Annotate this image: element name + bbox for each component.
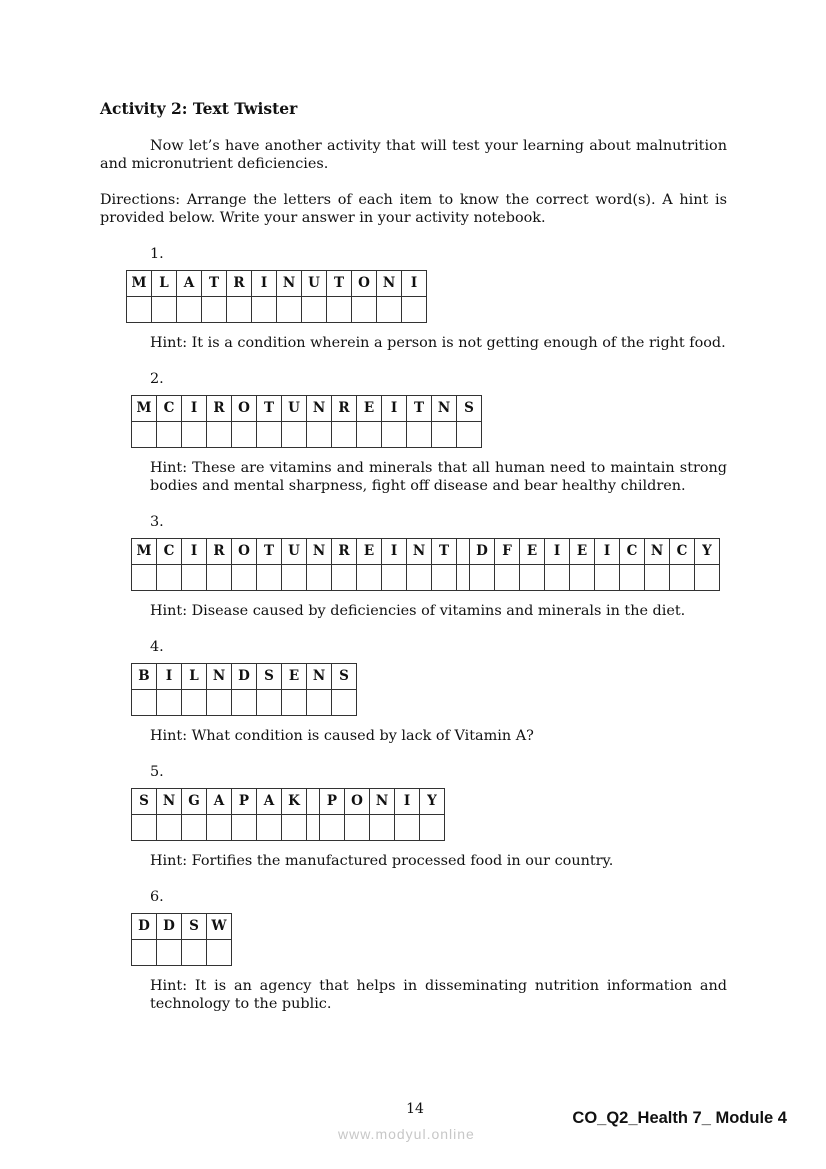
answer-cell: [382, 422, 407, 448]
answer-cell: [457, 422, 482, 448]
answer-cell: [232, 815, 257, 841]
letter-cell: U: [282, 396, 307, 422]
answer-cell: [127, 297, 152, 323]
answer-cell: [132, 815, 157, 841]
letter-cell: B: [132, 664, 157, 690]
letter-cell: F: [495, 539, 520, 565]
letter-cell: [307, 789, 320, 815]
hint-text: Hint: Disease caused by deficiencies of vitamins and minerals in the diet.: [150, 603, 686, 619]
answer-cell: [207, 815, 232, 841]
answer-cell: [670, 565, 695, 591]
answer-cell: [382, 565, 407, 591]
letter-row: [132, 396, 482, 422]
answer-cell: [207, 422, 232, 448]
answer-cell: [227, 297, 252, 323]
letter-cell: I: [157, 664, 182, 690]
answer-cell: [357, 565, 382, 591]
hint-text: Hint: It is an agency that helps in disseminating nutrition information and technology to the public.: [150, 978, 727, 1012]
answer-cell: [132, 565, 157, 591]
letter-cell: M: [127, 271, 152, 297]
letter-cell: C: [157, 396, 182, 422]
letter-cell: I: [252, 271, 277, 297]
letter-cell: E: [282, 664, 307, 690]
letter-cell: K: [282, 789, 307, 815]
letter-cell: I: [382, 396, 407, 422]
answer-cell: [370, 815, 395, 841]
answer-cell: [645, 565, 670, 591]
letter-cell: T: [407, 396, 432, 422]
answer-row: [132, 565, 720, 591]
letter-cell: O: [232, 539, 257, 565]
answer-cell: [432, 422, 457, 448]
answer-cell: [432, 565, 457, 591]
letter-cell: D: [232, 664, 257, 690]
answer-cell: [257, 690, 282, 716]
letter-cell: N: [307, 539, 332, 565]
answer-cell: [282, 690, 307, 716]
answer-cell: [327, 297, 352, 323]
answer-cell: [395, 815, 420, 841]
page-number: 14: [406, 1101, 424, 1117]
directions-paragraph: Directions: Arrange the letters of each item to know the correct word(s). A hint is provided below. Write your answer in your activity notebook.: [100, 192, 727, 226]
answer-cell: [257, 422, 282, 448]
item-number: 2.: [150, 371, 164, 387]
letter-cell: D: [470, 539, 495, 565]
letter-cell: P: [232, 789, 257, 815]
answer-cell: [402, 297, 427, 323]
answer-cell: [232, 422, 257, 448]
letter-row: [132, 539, 720, 565]
scrambled-letter-grid-3: [131, 538, 720, 591]
watermark: www.modyul.online: [338, 1126, 475, 1142]
answer-cell: [352, 297, 377, 323]
letter-cell: R: [332, 396, 357, 422]
answer-cell: [132, 690, 157, 716]
letter-cell: [457, 539, 470, 565]
hint-text: Hint: Fortifies the manufactured processed food in our country.: [150, 853, 614, 869]
letter-cell: N: [432, 396, 457, 422]
letter-cell: O: [232, 396, 257, 422]
answer-cell: [202, 297, 227, 323]
letter-cell: E: [570, 539, 595, 565]
module-code: CO_Q2_Health 7_ Module 4: [572, 1109, 787, 1127]
answer-cell: [377, 297, 402, 323]
answer-cell: [457, 565, 470, 591]
scrambled-letter-grid-5: [131, 788, 445, 841]
answer-cell: [207, 940, 232, 966]
letter-cell: O: [345, 789, 370, 815]
answer-cell: [570, 565, 595, 591]
answer-cell: [182, 422, 207, 448]
letter-cell: I: [395, 789, 420, 815]
item-number: 3.: [150, 514, 164, 530]
answer-cell: [407, 565, 432, 591]
answer-cell: [232, 565, 257, 591]
answer-cell: [207, 565, 232, 591]
letter-cell: Y: [420, 789, 445, 815]
letter-cell: N: [407, 539, 432, 565]
answer-cell: [332, 690, 357, 716]
letter-cell: C: [670, 539, 695, 565]
answer-cell: [257, 565, 282, 591]
letter-cell: A: [257, 789, 282, 815]
answer-cell: [182, 815, 207, 841]
letter-cell: D: [157, 914, 182, 940]
scrambled-letter-grid-4: [131, 663, 357, 716]
letter-cell: M: [132, 396, 157, 422]
letter-cell: L: [182, 664, 207, 690]
letter-cell: I: [402, 271, 427, 297]
letter-cell: N: [207, 664, 232, 690]
letter-cell: R: [227, 271, 252, 297]
scrambled-letter-grid-6: [131, 913, 232, 966]
answer-row: [127, 297, 427, 323]
letter-cell: W: [207, 914, 232, 940]
answer-cell: [332, 565, 357, 591]
letter-cell: O: [352, 271, 377, 297]
letter-cell: N: [645, 539, 670, 565]
answer-cell: [307, 690, 332, 716]
answer-row: [132, 940, 232, 966]
letter-cell: T: [202, 271, 227, 297]
letter-cell: T: [257, 539, 282, 565]
hint-text: Hint: These are vitamins and minerals that all human need to maintain strong bodies and mental sharpness, fight off disease and bear healthy children.: [150, 460, 727, 494]
letter-cell: E: [520, 539, 545, 565]
letter-cell: E: [357, 396, 382, 422]
letter-cell: N: [307, 664, 332, 690]
answer-cell: [282, 422, 307, 448]
answer-cell: [282, 565, 307, 591]
intro-paragraph: Now let’s have another activity that will test your learning about malnutrition and micronutrient deficiencies.: [100, 138, 727, 172]
answer-cell: [282, 815, 307, 841]
answer-cell: [232, 690, 257, 716]
answer-cell: [182, 690, 207, 716]
letter-row: [132, 914, 232, 940]
answer-cell: [332, 422, 357, 448]
letter-cell: S: [182, 914, 207, 940]
hint-text: Hint: What condition is caused by lack of Vitamin A?: [150, 728, 534, 744]
letter-cell: L: [152, 271, 177, 297]
letter-cell: N: [377, 271, 402, 297]
letter-cell: I: [595, 539, 620, 565]
answer-cell: [277, 297, 302, 323]
letter-cell: N: [307, 396, 332, 422]
answer-cell: [545, 565, 570, 591]
answer-cell: [152, 297, 177, 323]
letter-cell: P: [320, 789, 345, 815]
answer-cell: [302, 297, 327, 323]
answer-cell: [157, 422, 182, 448]
letter-row: [132, 664, 357, 690]
letter-cell: T: [257, 396, 282, 422]
answer-cell: [207, 690, 232, 716]
answer-cell: [182, 565, 207, 591]
letter-cell: C: [620, 539, 645, 565]
answer-cell: [157, 815, 182, 841]
answer-cell: [257, 815, 282, 841]
answer-cell: [357, 422, 382, 448]
answer-cell: [595, 565, 620, 591]
item-number: 5.: [150, 764, 164, 780]
letter-cell: R: [207, 396, 232, 422]
letter-cell: U: [302, 271, 327, 297]
answer-cell: [307, 815, 320, 841]
letter-cell: T: [327, 271, 352, 297]
letter-cell: S: [257, 664, 282, 690]
letter-cell: N: [157, 789, 182, 815]
letter-cell: A: [207, 789, 232, 815]
answer-cell: [620, 565, 645, 591]
letter-cell: D: [132, 914, 157, 940]
answer-row: [132, 815, 445, 841]
letter-cell: G: [182, 789, 207, 815]
letter-cell: U: [282, 539, 307, 565]
answer-cell: [407, 422, 432, 448]
letter-cell: N: [370, 789, 395, 815]
letter-cell: S: [132, 789, 157, 815]
answer-cell: [177, 297, 202, 323]
letter-cell: I: [545, 539, 570, 565]
answer-cell: [520, 565, 545, 591]
letter-cell: R: [332, 539, 357, 565]
letter-row: [127, 271, 427, 297]
item-number: 4.: [150, 639, 164, 655]
letter-cell: Y: [695, 539, 720, 565]
letter-cell: R: [207, 539, 232, 565]
letter-cell: C: [157, 539, 182, 565]
answer-cell: [252, 297, 277, 323]
answer-cell: [182, 940, 207, 966]
answer-cell: [132, 940, 157, 966]
letter-cell: N: [277, 271, 302, 297]
letter-cell: S: [332, 664, 357, 690]
letter-cell: T: [432, 539, 457, 565]
letter-cell: I: [382, 539, 407, 565]
answer-cell: [157, 690, 182, 716]
hint-text: Hint: It is a condition wherein a person is not getting enough of the right food.: [150, 335, 726, 351]
answer-cell: [132, 422, 157, 448]
answer-row: [132, 422, 482, 448]
letter-cell: S: [457, 396, 482, 422]
scrambled-letter-grid-2: [131, 395, 482, 448]
letter-cell: E: [357, 539, 382, 565]
scrambled-letter-grid-1: [126, 270, 427, 323]
letter-cell: M: [132, 539, 157, 565]
item-number: 1.: [150, 246, 164, 262]
answer-cell: [470, 565, 495, 591]
item-number: 6.: [150, 889, 164, 905]
letter-cell: I: [182, 396, 207, 422]
answer-cell: [157, 565, 182, 591]
answer-cell: [307, 422, 332, 448]
answer-cell: [695, 565, 720, 591]
answer-cell: [320, 815, 345, 841]
answer-cell: [345, 815, 370, 841]
answer-cell: [420, 815, 445, 841]
activity-title: Activity 2: Text Twister: [100, 99, 298, 118]
letter-row: [132, 789, 445, 815]
letter-cell: I: [182, 539, 207, 565]
answer-cell: [495, 565, 520, 591]
letter-cell: A: [177, 271, 202, 297]
answer-cell: [157, 940, 182, 966]
answer-cell: [307, 565, 332, 591]
answer-row: [132, 690, 357, 716]
